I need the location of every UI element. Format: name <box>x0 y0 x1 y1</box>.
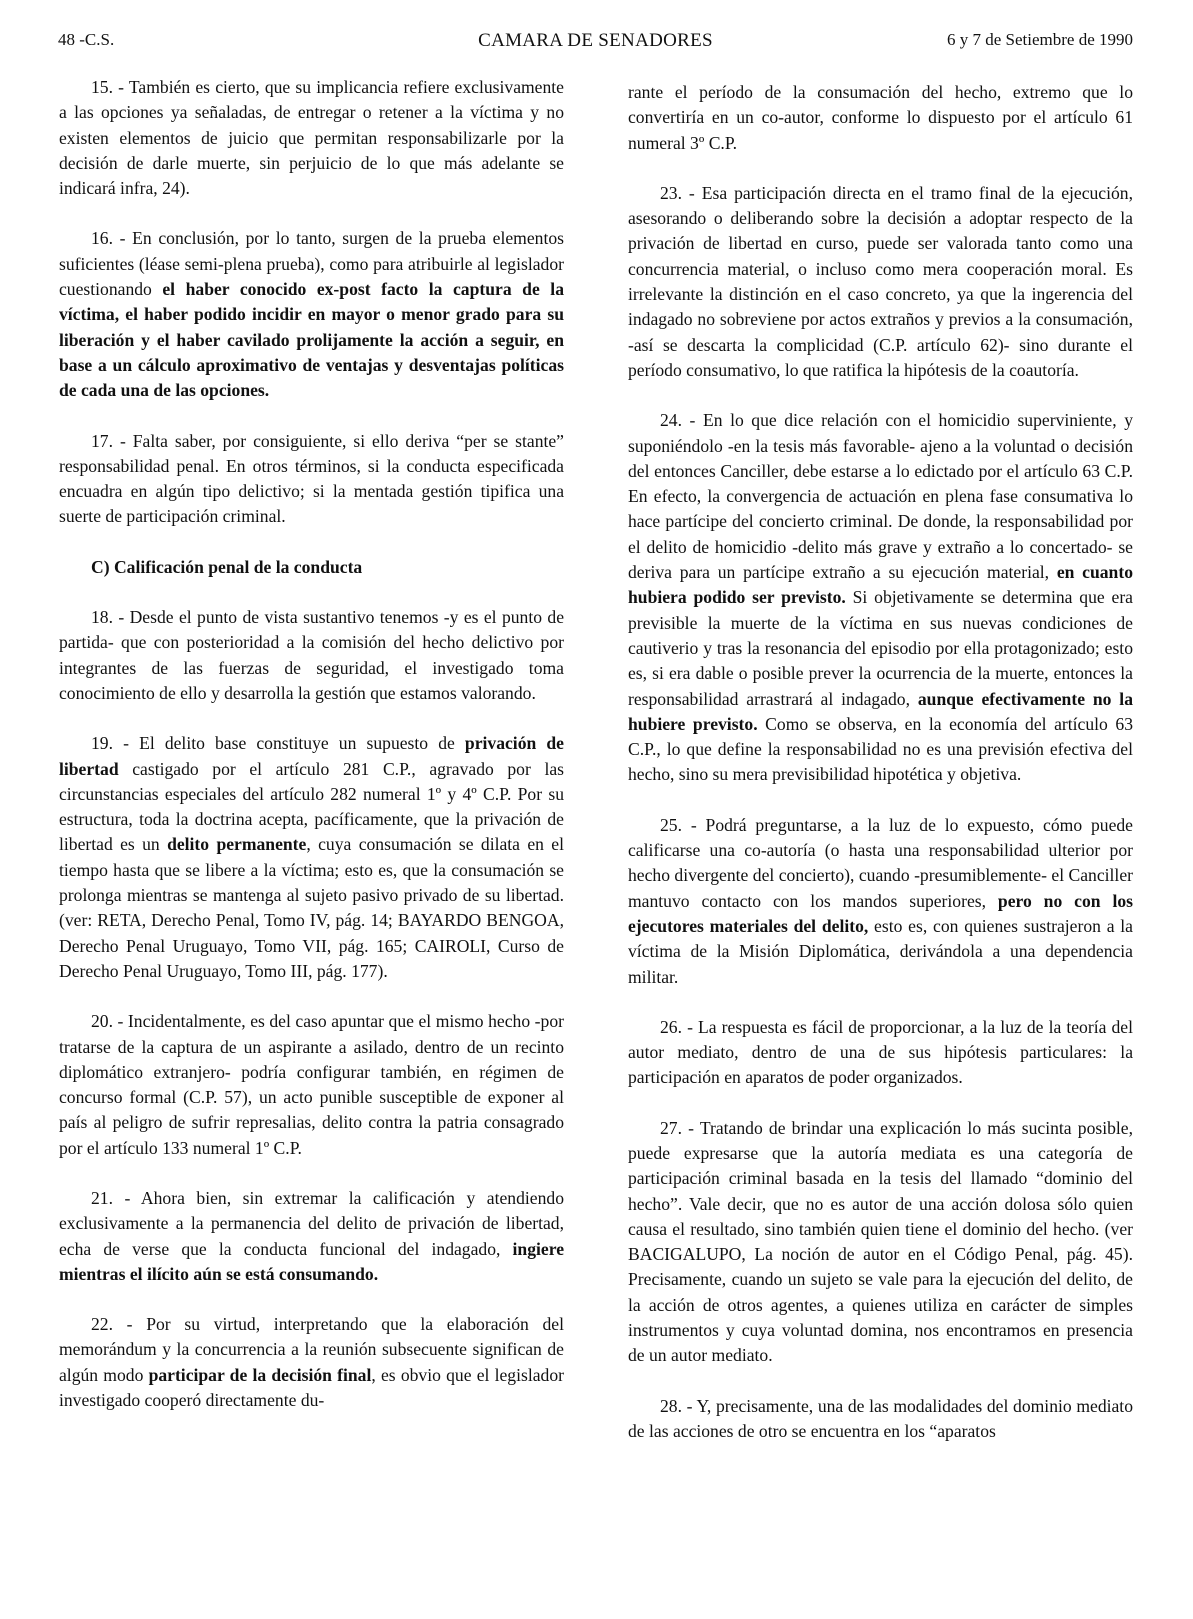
paragraph-p20 <box>59 1009 564 1161</box>
paragraph-p16 <box>59 226 564 403</box>
paragraph-p21 <box>59 1186 564 1287</box>
paragraph-p24 <box>628 408 1133 787</box>
paragraph-p22 <box>59 1312 564 1413</box>
text-run: rante el período de la consumación del hecho, extremo que lo convertiría en un co-autor, conforme lo dispuesto por el artículo 61 numeral 3º C.P. <box>628 82 1133 153</box>
right-column <box>628 80 1133 1469</box>
text-run: 18. - Desde el punto de vista sustantivo tenemos -y es el punto de partida- que con posterioridad a la comisión del hecho delictivo por integrantes de las fuerzas de seguridad, el investigado toma conocimiento de ello y desarrolla la gestión que estamos valorando. <box>59 607 564 703</box>
text-run: 22. - Por su virtud, interpretando que la elaboración del memorándum y la concurrencia a la reunión subsecuente significan de algún modo <box>59 1314 564 1385</box>
left-column <box>59 75 564 1438</box>
text-run: 19. - El delito base constituye un supuesto de <box>91 733 465 754</box>
bold-text: aunque efectivamente no la hubiere previsto. <box>628 688 1133 734</box>
bold-text: en cuanto hubiera podido ser previsto. <box>628 562 1133 608</box>
text-run: esto es, con quienes sustrajeron a la víctima de la Misión Diplomática, derivándola a una dependencia militar. <box>628 915 1133 987</box>
bold-text: C) Calificación penal de la conducta <box>91 556 363 577</box>
bold-text: delito permanente <box>167 834 307 855</box>
text-run: 15. - También es cierto, que su implicancia refiere exclusivamente a las opciones ya señaladas, de entregar o retener a la víctima y no existen elementos de juicio que permitan responsabilizarle por la decisión de darle muerte, sin perjuicio de lo que más adelante se indicará infra, 24). <box>59 77 564 199</box>
text-run: 23. - Esa participación directa en el tramo final de la ejecución, asesorando o deliberando sobre la decisión a adoptar respecto de la privación de libertad en curso, puede ser valorada tanto como una concurrencia material, o incluso como mera cooperación moral. Es irrelevante la distinción en el caso concreto, ya que la ingerencia del indagado no sobreviene por actos extraños y previos a la consumación, -así se descarta la complicidad (C.P. artículo 62)- sino durante el período consumativo, lo que ratifica la hipótesis de la coautoría. <box>628 182 1133 380</box>
text-run: 25. - Podrá preguntarse, a la luz de lo expuesto, cómo puede calificarse una co-autoría (o hasta una responsabilidad ulterior por hecho divergente del concierto), cuando -presumiblemente- el Canciller mantuvo contacto con los mandos superiores, <box>628 814 1133 911</box>
paragraph-p23 <box>628 181 1133 383</box>
page-number: 48 -C.S. <box>58 30 115 49</box>
text-run: 20. - Incidentalmente, es del caso apuntar que el mismo hecho -por tratarse de la captura de un aspirante a asilado, dentro de un recinto diplomático extranjero- podría configurar también, en régimen de concurso formal (C.P. 57), un acto punible susceptible de exponer al país al peligro de sufrir represalias, delito contra la patria consagrado por el artículo 133 numeral 1º C.P. <box>59 1011 564 1158</box>
paragraph-p28 <box>628 1394 1133 1445</box>
paragraph-p22c <box>628 80 1133 156</box>
paragraph-p15 <box>59 75 564 201</box>
paragraph-p25 <box>628 813 1133 990</box>
bold-text: el haber conocido ex-post facto la captura de la víctima, el haber podido incidir en mayor o menor grado para su liberación y el haber cavilado prolijamente la acción a seguir, en base a un cálculo aproximativo de ventajas y desventajas políticas de cada una de las opciones. <box>59 279 564 401</box>
text-run: 17. - Falta saber, por consiguiente, si ello deriva “per se stante” responsabilidad penal. En otros términos, si la conducta especificada encuadra en algún tipo delictivo; si la mentada gestión tipifica una suerte de participación criminal. <box>59 430 564 527</box>
bold-text: privación de libertad <box>59 733 564 779</box>
text-run: Si objetivamente se determina que era previsible la muerte de la víctima en sus nuevas condiciones de cautiverio y tras la resonancia del episodio por ella protagonizado; esto es, si era dable o posible prever la ocurrencia de la muerte, entonces la responsabilidad arrastrará al indagado, <box>628 587 1133 709</box>
session-date: 6 y 7 de Setiembre de 1990 <box>946 30 1133 49</box>
bold-text: ingiere mientras el ilícito aún se está consumando. <box>59 1238 564 1284</box>
text-run: 26. - La respuesta es fácil de proporcionar, a la luz de la teoría del autor mediato, dentro de una de sus hipótesis particulares: la participación en aparatos de poder organizados. <box>628 1016 1133 1088</box>
text-run: 21. - Ahora bien, sin extremar la calificación y atendiendo exclusivamente a la permanencia del delito de privación de libertad, echa de verse que la conducta funcional del indagado, <box>59 1187 564 1259</box>
text-run: Como se observa, en la economía del artículo 63 C.P., lo que define la responsabilidad no es una previsión efectiva del hecho, sino su mera previsibilidad hipotética y objetiva. <box>628 713 1133 785</box>
text-run: , es obvio que el legislador investigado cooperó directamente du- <box>59 1364 564 1411</box>
text-run: 28. - Y, precisamente, una de las modalidades del dominio mediato de las acciones de otro se encuentra en los “aparatos <box>628 1395 1133 1441</box>
bold-text: pero no con los ejecutores materiales del delito, <box>628 890 1133 936</box>
paragraph-p18 <box>59 605 564 706</box>
text-run: 24. - En lo que dice relación con el homicidio superviniente, y suponiéndolo -en la tesis más favorable- ajeno a la voluntad o decisión del entonces Canciller, debe estarse a lo edictado por el artículo 63 C.P. En efecto, la convergencia de actuación en plena fase consumativa lo hace partícipe del concierto criminal. De donde, la responsabilidad por el delito de homicidio -delito más grave y extraño a lo concertado- se deriva para un partícipe extraño a su ejecución material, <box>628 410 1133 583</box>
paragraph-p17 <box>59 429 564 530</box>
text-run: castigado por el artículo 281 C.P., agravado por las circunstancias especiales del artículo 282 numeral 1º y 4º C.P. Por su estructura, toda la doctrina acepta, pacíficamente, que la privación de libertad es un <box>59 758 564 855</box>
text-run: 27. - Tratando de brindar una explicación lo más sucinta posible, puede expresarse que la autoría mediata es una categoría de participación criminal basada en la tesis del llamado “dominio del hecho”. Vale decir, que no es autor de una acción dolosa sólo quien causa el resultado, sino también quien tiene el dominio del hecho. (ver BACIGALUPO, La noción de autor en el Código Penal, pág. 45). Precisamente, cuando un sujeto se vale para la ejecución del delito, de la acción de otros agentes, a quienes utiliza en carácter de simples instrumentos y cuya voluntad domina, nos encontramos en presencia de un autor mediato. <box>628 1117 1133 1366</box>
section-heading <box>59 555 564 580</box>
bold-text: participar de la decisión final <box>148 1364 372 1385</box>
paragraph-p26 <box>628 1015 1133 1091</box>
text-run: 16. - En conclusión, por lo tanto, surgen de la prueba elementos suficientes (léase semi-plena prueba), como para atribuirle al legislador cuestionando <box>59 228 564 300</box>
publication-title: CAMARA DE SENADORES <box>478 30 713 51</box>
paragraph-p19 <box>59 731 564 984</box>
page-header <box>58 30 1133 56</box>
paragraph-p27 <box>628 1116 1133 1369</box>
text-run: , cuya consumación se dilata en el tiempo hasta que se libere a la víctima; esto es, que la consumación se prolonga mientras se mantenga al sujeto pasivo privado de su libertad. (ver: RETA, Derecho Penal, Tomo IV, pág. 14; BAYARDO BENGOA, Derecho Penal Uruguayo, Tomo VII, pág. 165; CAIROLI, Curso de Derecho Penal Uruguayo, Tomo III, pág. 177). <box>59 834 564 981</box>
